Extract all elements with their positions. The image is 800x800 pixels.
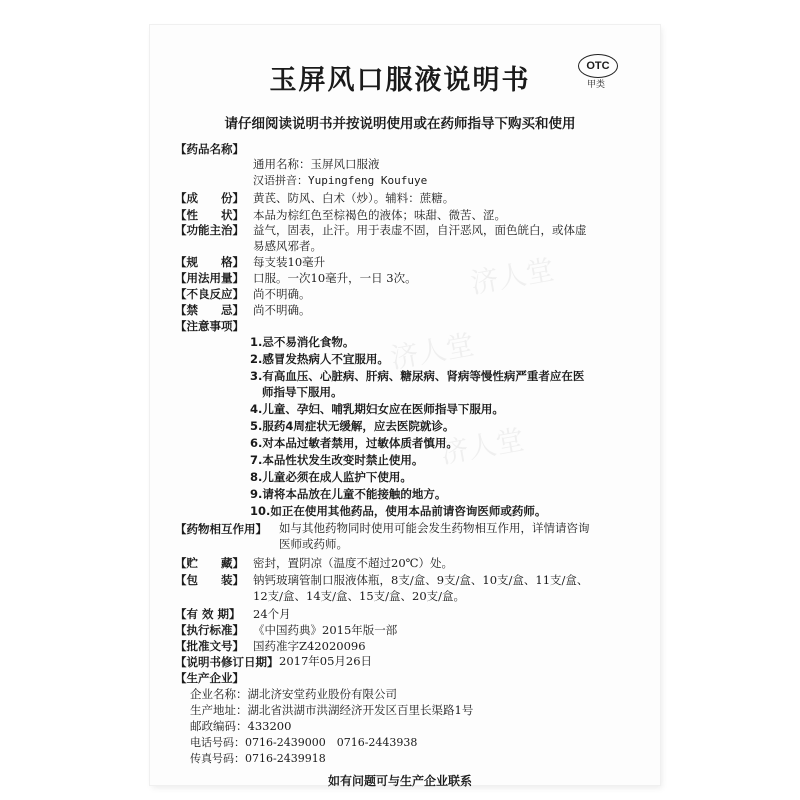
package-label: 【包 装】 <box>175 573 244 587</box>
interactions-label: 【药物相互作用】 <box>175 522 267 536</box>
spec-value: 每支装10毫升 <box>253 255 326 269</box>
usage-label: 【用法用量】 <box>175 271 244 285</box>
adverse-label: 【不良反应】 <box>175 287 244 301</box>
precaution-item: 4.儿童、孕妇、哺乳期妇女应在医师指导下服用。 <box>250 402 504 416</box>
indications-line2: 易感风邪者。 <box>253 239 322 253</box>
precaution-item: 10.如正在使用其他药品，使用本品前请咨询医师或药师。 <box>250 504 547 518</box>
validity-label: 【有 效 期】 <box>175 607 241 621</box>
precaution-item: 2.感冒发热病人不宜服用。 <box>250 352 389 366</box>
manufacturer-address: 生产地址：湖北省洪湖市洪湖经济开发区百里长渠路1号 <box>190 703 474 717</box>
contra-label: 【禁 忌】 <box>175 303 244 317</box>
ingredients-label: 【成 份】 <box>175 191 244 205</box>
ingredients-value: 黄芪、防风、白术（炒）。辅料：蔗糖。 <box>253 191 455 205</box>
generic-name: 通用名称：玉屏风口服液 <box>253 157 380 171</box>
manufacturer-name: 企业名称：湖北济安堂药业股份有限公司 <box>190 687 397 701</box>
document-title: 玉屏风口服液说明书 <box>269 65 531 96</box>
precaution-item: 6.对本品过敏者禁用，过敏体质者慎用。 <box>250 436 458 450</box>
otc-class-label: 甲类 <box>587 80 606 90</box>
manufacturer-label: 【生产企业】 <box>175 671 244 685</box>
indications-label: 【功能主治】 <box>175 223 244 237</box>
precaution-item: 5.服药4周症状无缓解，应去医院就诊。 <box>250 419 455 433</box>
manufacturer-fax: 传真号码：0716-2439918 <box>190 752 326 765</box>
storage-value: 密封，置阴凉（温度不超过20℃）处。 <box>253 556 453 570</box>
package-line2: 12支/盒、14支/盒、15支/盒、20支/盒。 <box>253 589 466 603</box>
precaution-item: 3.有高血压、心脏病、肝病、糖尿病、肾病等慢性病严重者应在医 <box>250 369 585 383</box>
manufacturer-phone: 电话号码：0716-2439000 0716-2443938 <box>190 736 418 749</box>
precaution-item: 9.请将本品放在儿童不能接触的地方。 <box>250 487 447 501</box>
manufacturer-postcode: 邮政编码：433200 <box>190 719 292 733</box>
character-label: 【性 状】 <box>175 208 244 222</box>
usage-advice: 请仔细阅读说明书并按说明使用或在药师指导下购买和使用 <box>224 116 576 132</box>
interactions-line2: 医师或药师。 <box>279 537 348 551</box>
adverse-value: 尚不明确。 <box>253 287 311 301</box>
validity-value: 24个月 <box>253 607 291 621</box>
precautions-label: 【注意事项】 <box>175 319 244 333</box>
drug-name-label: 【药品名称】 <box>175 142 244 156</box>
package-line1: 钠钙玻璃管制口服液体瓶，8支/盒、9支/盒、10支/盒、11支/盒、 <box>253 573 589 587</box>
precaution-item: 7.本品性状发生改变时禁止使用。 <box>250 453 424 467</box>
interactions-line1: 如与其他药物同时使用可能会发生药物相互作用，详情请咨询 <box>279 521 590 535</box>
contra-value: 尚不明确。 <box>253 303 311 317</box>
usage-value: 口服。一次10毫升，一日 3次。 <box>253 271 417 285</box>
revision-value: 2017年05月26日 <box>279 654 373 668</box>
watermark: 济人堂 <box>438 422 527 471</box>
watermark: 济人堂 <box>388 327 477 376</box>
pinyin-name: 汉语拼音：Yupingfeng Koufuye <box>253 174 428 187</box>
standard-value: 《中国药典》2015年版一部 <box>253 623 398 637</box>
watermark: 济人堂 <box>468 252 557 301</box>
standard-label: 【执行标准】 <box>175 623 244 637</box>
precaution-item: 8.儿童必须在成人监护下使用。 <box>250 470 412 484</box>
revision-label: 【说明书修订日期】 <box>175 655 279 669</box>
storage-label: 【贮 藏】 <box>175 556 244 570</box>
approval-label: 【批准文号】 <box>175 639 244 653</box>
character-value: 本品为棕红色至棕褐色的液体；味甜、微苦、涩。 <box>253 208 506 222</box>
footer-contact-note: 如有问题可与生产企业联系 <box>327 774 472 788</box>
spec-label: 【规 格】 <box>175 255 244 269</box>
precaution-item: 1.忌不易消化食物。 <box>250 335 355 349</box>
indications-line1: 益气，固表，止汗。用于表虚不固，自汗恶风，面色㿠白，或体虚 <box>253 223 587 237</box>
otc-badge: OTC <box>578 54 618 78</box>
approval-value: 国药准字Z42020096 <box>253 639 366 653</box>
precaution-item: 师指导下服用。 <box>262 385 343 399</box>
